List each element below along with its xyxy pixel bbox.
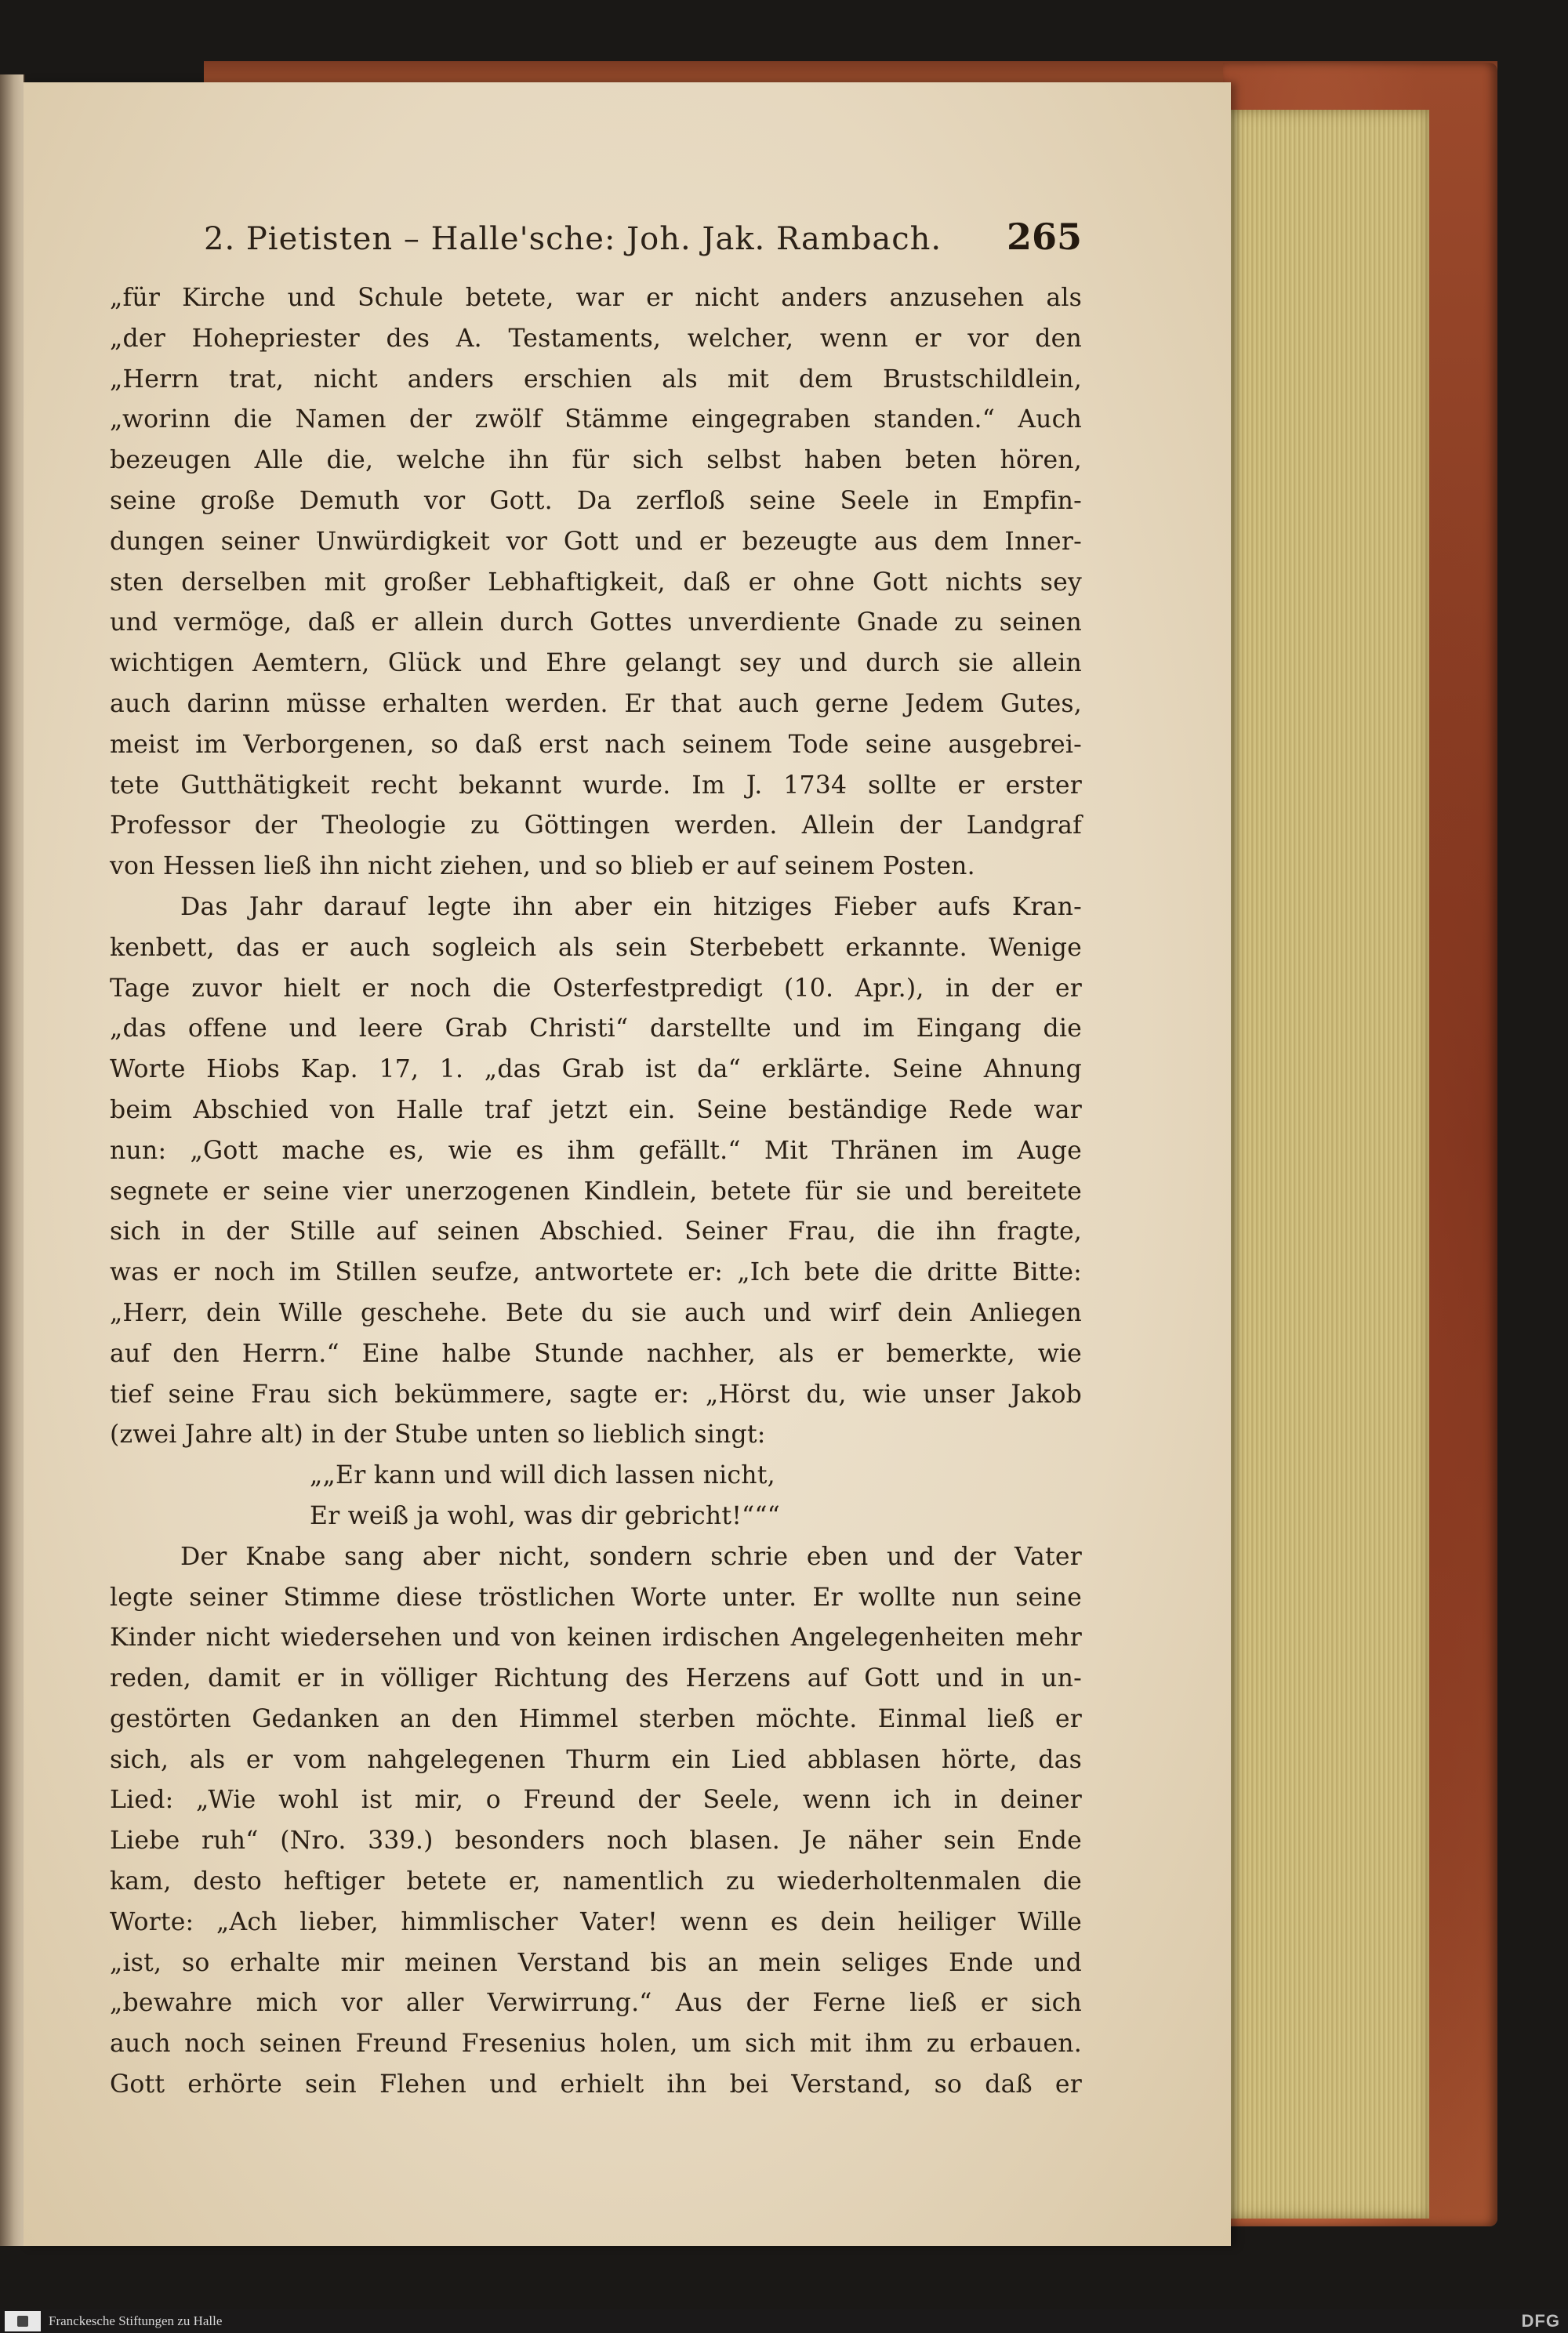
text-line: tete Gutthätigkeit recht bekannt wurde. Im J. 1734 sollte er erster: [110, 771, 1082, 800]
text-line: tief seine Frau sich bekümmere, sagte er: „Hörst du, wie unser Jakob: [110, 1380, 1082, 1409]
institution-name: Franckesche Stiftungen zu Halle: [49, 2313, 223, 2328]
text-line: „für Kirche und Schule betete, war er nicht anders anzusehen als: [110, 284, 1082, 312]
text-line: dungen seiner Unwürdigkeit vor Gott und er bezeugte aus dem Inner-: [110, 527, 1082, 556]
text-line: sich in der Stille auf seinen Abschied. Seiner Frau, die ihn fragte,: [110, 1217, 1082, 1246]
text-line: (zwei Jahre alt) in der Stube unten so lieblich singt:: [110, 1420, 766, 1450]
text-line: auf den Herrn.“ Eine halbe Stunde nachher, als er bemerkte, wie: [110, 1339, 1082, 1368]
text-line: kenbett, das er auch sogleich als sein Sterbebett erkannte. Wenige: [110, 933, 1082, 962]
text-line: Der Knabe sang aber nicht, sondern schrie eben und der Vater: [180, 1542, 1082, 1571]
text-line: „das offene und leere Grab Christi“ darstellte und im Eingang die: [110, 1014, 1082, 1043]
text-line: legte seiner Stimme diese tröstlichen Worte unter. Er wollte nun seine: [110, 1583, 1082, 1612]
page-number: 265: [1006, 216, 1082, 258]
text-line: Worte: „Ach lieber, himmlischer Vater! wenn es dein heiliger Wille: [110, 1907, 1082, 1936]
text-line: Gott erhörte sein Flehen und erhielt ihn bei Verstand, so daß er: [110, 2070, 1082, 2099]
text-line: „der Hohepriester des A. Testaments, welcher, wenn er vor den: [110, 324, 1082, 353]
text-line: segnete er seine vier unerzogenen Kindlein, betete für sie und bereitete: [110, 1177, 1082, 1206]
text-line: was er noch im Stillen seufze, antwortete er: „Ich bete die dritte Bitte:: [110, 1258, 1082, 1287]
text-line: gestörten Gedanken an den Himmel sterben möchte. Einmal ließ er: [110, 1704, 1082, 1733]
text-line: Kinder nicht wiedersehen und von keinen irdischen Angelegenheiten mehr: [110, 1624, 1082, 1653]
institution-credit[interactable]: [0, 2311, 222, 2331]
text-line: Tage zuvor hielt er noch die Osterfestpredigt (10. Apr.), in der er: [110, 974, 1082, 1003]
text-line: Lied: „Wie wohl ist mir, o Freund der Seele, wenn ich in deiner: [110, 1786, 1082, 1815]
facing-page-edge: [0, 74, 25, 2246]
verse-line: Er weiß ja wohl, was dir gebricht!“““: [310, 1501, 780, 1530]
text-line: auch noch seinen Freund Fresenius holen, um sich mit ihm zu erbauen.: [110, 2030, 1082, 2059]
text-line: „bewahre mich vor aller Verwirrung.“ Aus der Ferne ließ er sich: [110, 1989, 1082, 2018]
text-line: nun: „Gott mache es, wie es ihm gefällt.“ Mit Thränen im Auge: [110, 1136, 1082, 1165]
text-line: meist im Verborgenen, so daß erst nach seinem Tode seine ausgebrei-: [110, 730, 1082, 759]
text-line: reden, damit er in völliger Richtung des Herzens auf Gott und in un-: [110, 1664, 1082, 1693]
text-line: seine große Demuth vor Gott. Da zerfloß seine Seele in Empfin-: [110, 486, 1082, 515]
text-line: sich, als er vom nahgelegenen Thurm ein Lied abblasen hörte, das: [110, 1745, 1082, 1774]
text-line: von Hessen ließ ihn nicht ziehen, und so blieb er auf seinem Posten.: [110, 852, 975, 881]
text-line: kam, desto heftiger betete er, namentlich zu wiederholtenmalen die: [110, 1867, 1082, 1896]
text-line: Professor der Theologie zu Göttingen werden. Allein der Landgraf: [110, 811, 1082, 840]
institution-logo-icon: [5, 2311, 41, 2331]
book-page: [24, 82, 1231, 2246]
text-line: „Herrn trat, nicht anders erschien als mit dem Brustschildlein,: [110, 365, 1082, 394]
text-line: „Herr, dein Wille geschehe. Bete du sie auch und wirf dein Anliegen: [110, 1298, 1082, 1327]
verse-line: „„Er kann und will dich lassen nicht,: [310, 1461, 775, 1490]
text-line: Worte Hiobs Kap. 17, 1. „das Grab ist da“ erklärte. Seine Ahnung: [110, 1055, 1082, 1084]
body-text: [110, 278, 1082, 2106]
dfg-logo[interactable]: DFG: [1521, 2311, 1560, 2331]
text-line: sten derselben mit großer Lebhaftigkeit, daß er ohne Gott nichts sey: [110, 568, 1082, 597]
page-edges: [1223, 110, 1429, 2219]
text-line: bezeugen Alle die, welche ihn für sich selbst haben beten hören,: [110, 446, 1082, 475]
viewer-footer: [0, 2309, 1568, 2333]
text-line: beim Abschied von Halle traf jetzt ein. Seine beständige Rede war: [110, 1095, 1082, 1124]
text-line: Das Jahr darauf legte ihn aber ein hitziges Fieber aufs Kran-: [180, 892, 1082, 921]
text-line: und vermöge, daß er allein durch Gottes unverdiente Gnade zu seinen: [110, 608, 1082, 637]
text-line: Liebe ruh“ (Nro. 339.) besonders noch blasen. Je näher sein Ende: [110, 1827, 1082, 1856]
text-line: wichtigen Aemtern, Glück und Ehre gelangt sey und durch sie allein: [110, 649, 1082, 678]
text-line: auch darinn müsse erhalten werden. Er that auch gerne Jedem Gutes,: [110, 689, 1082, 718]
text-line: „ist, so erhalte mir meinen Verstand bis an mein seliges Ende und: [110, 1948, 1082, 1977]
running-title: 2. Pietisten – Halle'sche: Joh. Jak. Rambach.: [204, 221, 942, 257]
running-head: [110, 216, 1082, 270]
text-line: „worinn die Namen der zwölf Stämme eingegraben standen.“ Auch: [110, 405, 1082, 434]
